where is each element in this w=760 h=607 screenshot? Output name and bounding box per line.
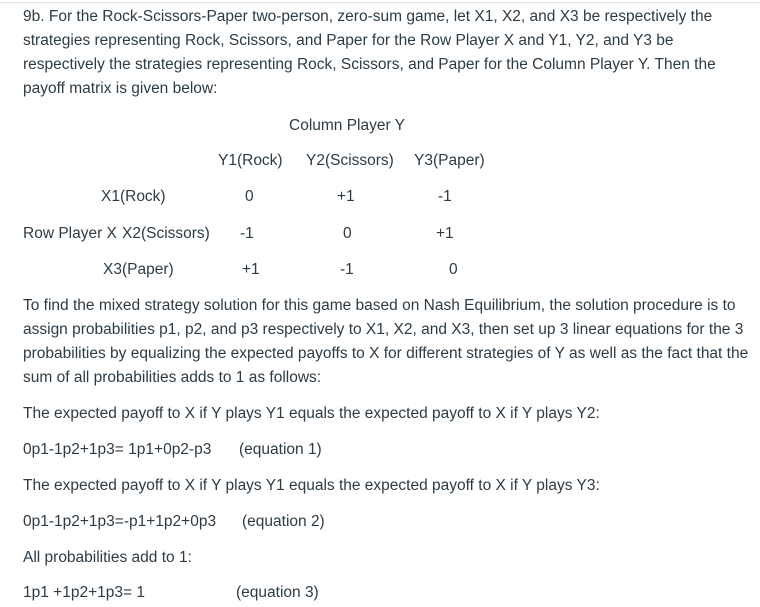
row-label-x1: X1(Rock) (101, 188, 166, 205)
question-intro: 9b. For the Rock-Scissors-Paper two-person, zero-sum game, let X1, X2, and X3 be respectively the strategies representing Rock, Scissors, and Paper for the Row Player X and Y1, Y2, and Y3 be respectively the strategies representing Rock, Scissors, and Paper for the Column Player Y. Then the payoff matrix is given below: (23, 8, 716, 97)
row-label-x3: X3(Paper) (103, 261, 174, 278)
col-header-y1: Y1(Rock) (218, 152, 283, 169)
equation1-label: (equation 1) (239, 441, 322, 458)
equation1: 0p1-1p2+1p3= 1p1+0p2-p3 (23, 441, 212, 458)
equation3: 1p1 +1p2+1p3= 1 (23, 584, 145, 601)
step1-text: The expected payoff to X if Y plays Y1 equals the expected payoff to X if Y plays Y2: (23, 405, 600, 422)
row-player-label: Row Player X (23, 225, 117, 242)
step2-text: The expected payoff to X if Y plays Y1 equals the expected payoff to X if Y plays Y3: (23, 477, 600, 494)
cell-x3-y1: +1 (242, 261, 260, 278)
equation3-label: (equation 3) (236, 584, 319, 601)
col-header-y2: Y2(Scissors) (306, 152, 394, 169)
cell-x2-y3: +1 (436, 225, 454, 242)
equation2: 0p1-1p2+1p3=-p1+1p2+0p3 (23, 513, 217, 530)
step3-text: All probabilities add to 1: (23, 549, 192, 566)
cell-x3-y2: -1 (340, 261, 354, 278)
cell-x1-y2: +1 (337, 188, 355, 205)
cell-x2-y1: -1 (240, 225, 254, 242)
row-label-x2: X2(Scissors) (122, 225, 210, 242)
cell-x1-y1: 0 (245, 188, 254, 205)
column-player-label: Column Player Y (289, 117, 406, 134)
top-divider (0, 2, 760, 3)
procedure-paragraph: To find the mixed strategy solution for this game based on Nash Equilibrium, the solution procedure is to assign probabilities p1, p2, and p3 respectively to X1, X2, and X3, then set up 3 linear equations for the 3 probabilities by equalizing the expected payoffs to X for different strategies of Y as well as the fact that the sum of all probabilities adds to 1 as follows: (23, 297, 749, 386)
cell-x3-y3: 0 (449, 261, 458, 278)
equation2-label: (equation 2) (242, 513, 325, 530)
col-header-y3: Y3(Paper) (414, 152, 485, 169)
cell-x2-y2: 0 (343, 225, 352, 242)
cell-x1-y3: -1 (438, 188, 452, 205)
